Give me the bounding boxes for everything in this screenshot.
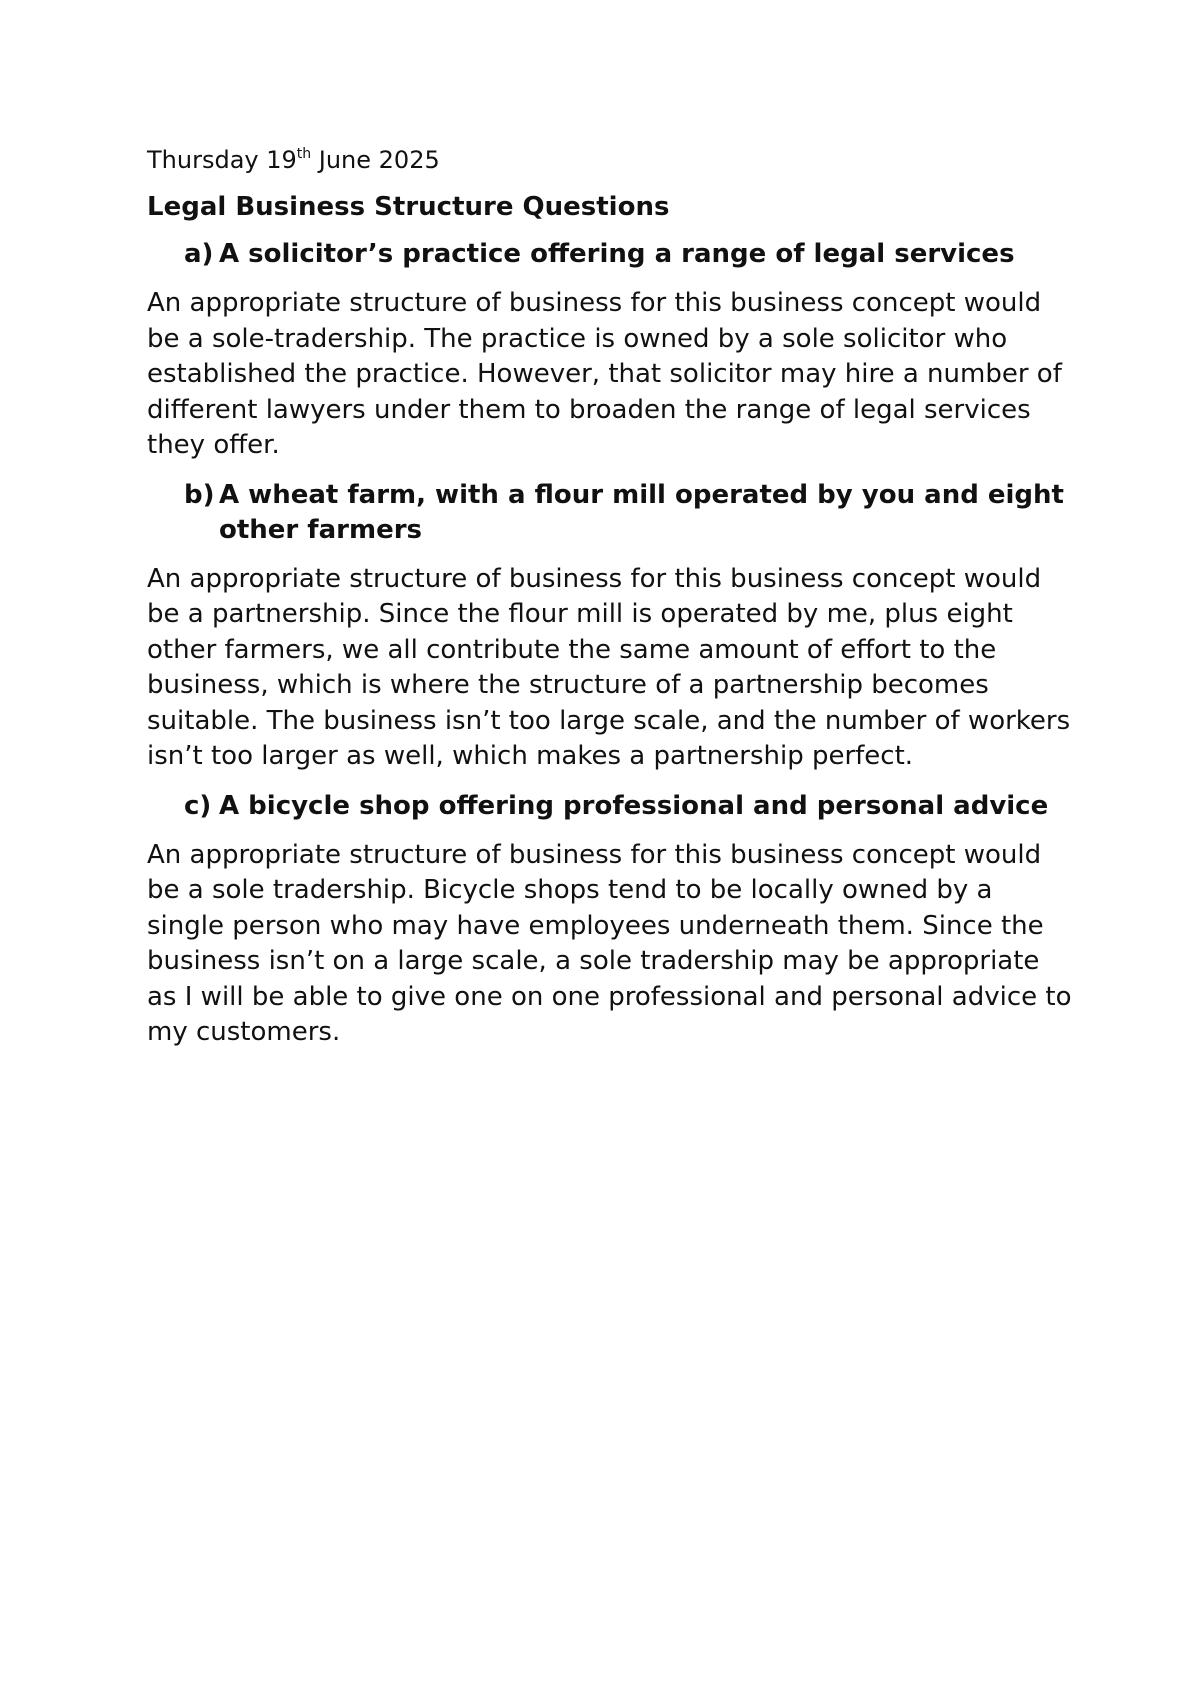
document-page (147, 142, 1077, 1065)
question-label: b) (184, 479, 215, 510)
question-label: a) (184, 239, 214, 269)
document-date (147, 142, 1077, 178)
question-label: c) (184, 790, 212, 821)
question-a (147, 237, 1077, 272)
document-title: Legal Business Structure Questions (147, 192, 670, 222)
question-c (147, 789, 1077, 824)
date-rest: June 2025 (311, 146, 440, 174)
question-text: A wheat farm, with a flour mill operated by you and eight other farmers (219, 479, 1064, 545)
answer-c: An appropriate structure of business for this business concept would be a sole tradership. Bicycle shops tend to be locally owned by a single person who may have employees underneath them. Since the business isn’t on a large scale, a sole tradership may be appropriate as I will be able to give one on one professional and personal advice to my customers. (147, 839, 1072, 1047)
date-prefix: Thursday 19 (147, 146, 297, 174)
question-text: A bicycle shop offering professional and personal advice (219, 790, 1049, 821)
answer-a: An appropriate structure of business for this business concept would be a sole-tradership. The practice is owned by a sole solicitor who established the practice. However, that solicitor may hire a number of different lawyers under them to broaden the range of legal services they offer. (147, 288, 1062, 460)
date-ordinal-suffix: th (296, 146, 312, 162)
answer-b: An appropriate structure of business for this business concept would be a partnership. Since the flour mill is operated by me, plus eight other farmers, we all contribute the same amount of effort to the business, which is where the structure of a partnership becomes suitable. The business isn’t too large scale, and the number of workers isn’t too larger as well, which makes a partnership perfect. (147, 563, 1071, 771)
question-b (147, 478, 1077, 548)
question-text: A solicitor’s practice offering a range of legal services (219, 239, 1015, 269)
